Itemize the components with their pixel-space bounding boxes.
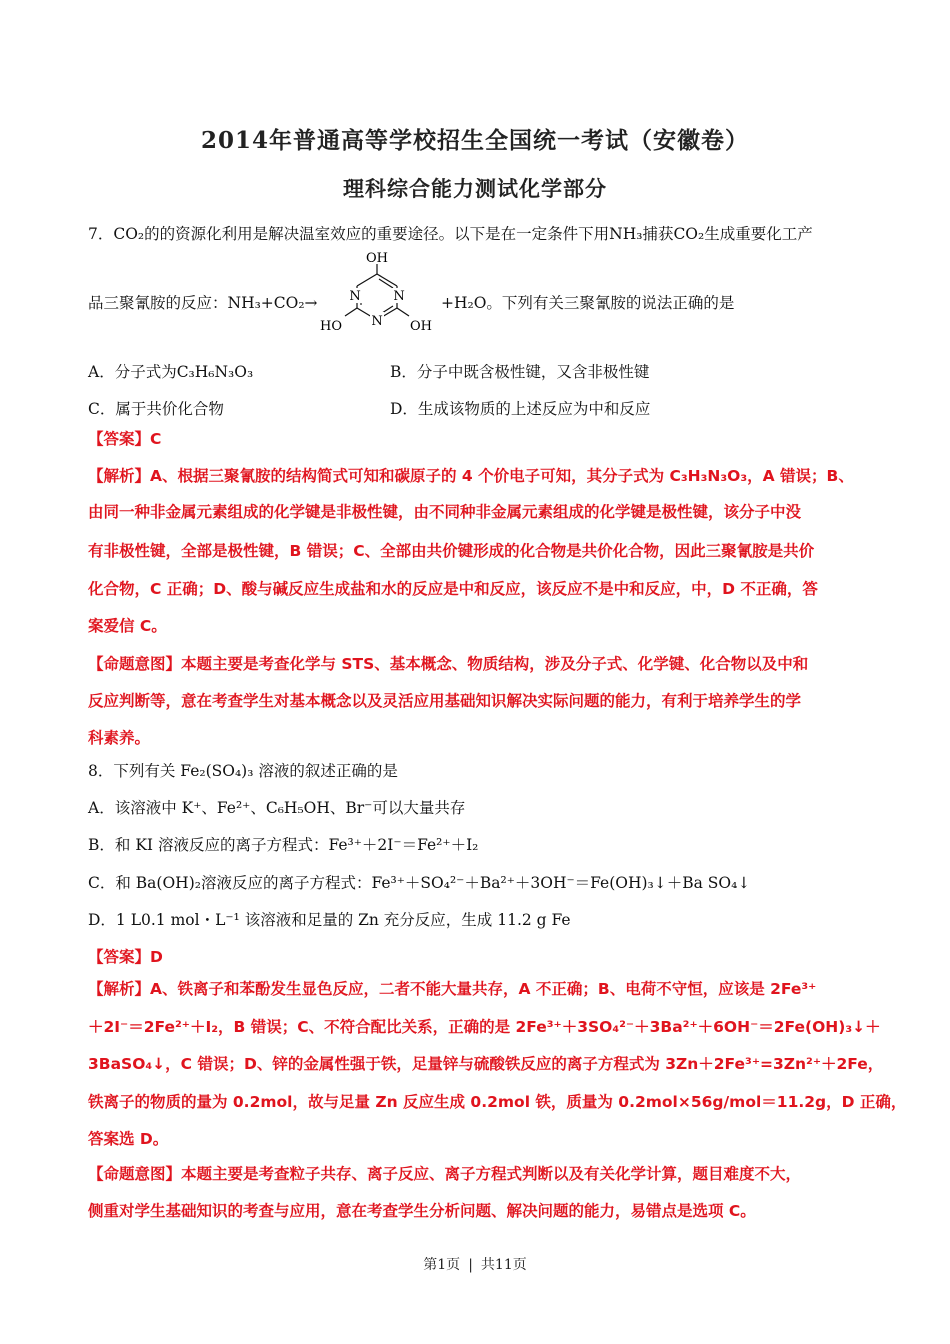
page-footer: [0, 1254, 950, 1274]
ring-n-bottom: N: [371, 314, 383, 329]
q8-intent-line: 侧重对学生基础知识的考查与应用，意在考查学生分析问题、解决问题的能力，易错点是选项 C。: [88, 1202, 756, 1220]
page-subtitle: 理科综合能力测试化学部分: [343, 176, 607, 201]
q7-option-c: C．属于共价化合物: [88, 400, 224, 418]
q8-intent-line: 【命题意图】本题主要是考查粒子共存、离子反应、离子方程式判断以及有关化学计算，题目难度不大，: [88, 1165, 802, 1183]
q7-analysis-line: 案爱信 C。: [88, 617, 167, 635]
q7-option-a: A．分子式为C₃H₆N₃O₃: [88, 363, 254, 381]
q7-analysis-line: 由同一种非金属元素组成的化学键是非极性键，由不同种非金属元素组成的化学键是极性键，该分子中没: [88, 503, 802, 521]
footer-divider: |: [468, 1257, 473, 1273]
q7-intent-line: 反应判断等，意在考查学生对基本概念以及灵活应用基础知识解决实际问题的能力，有利于培养学生的学: [88, 692, 802, 710]
q7-analysis-line: 化合物，C 正确；D、酸与碱反应生成盐和水的反应是中和反应，该反应不是中和反应，中，D 不正确，答: [88, 580, 818, 598]
q8-option-d: D．1 L0.1 mol・L⁻¹ 该溶液和足量的 Zn 充分反应，生成 11.2 g Fe: [88, 911, 571, 929]
q7-intent-line: 【命题意图】本题主要是考查化学与 STS、基本概念、物质结构，涉及分子式、化学键、化合物以及中和: [88, 655, 809, 673]
q7-analysis-line: 【解析】A、根据三聚氰胺的结构简式可知和碳原子的 4 个价电子可知，其分子式为 C₃H₃N₃O₃，A 错误；B、: [88, 467, 854, 485]
oh-right-label: OH: [410, 319, 432, 334]
q7-stem-line2-post: +H₂O。下列有关三聚氰胺的说法正确的是: [441, 294, 735, 312]
q7-stem-line2-pre: 品三聚氰胺的反应：NH₃+CO₂→: [88, 294, 318, 312]
q7-stem-line1: 7．CO₂的的资源化利用是解决温室效应的重要途径。以下是在一定条件下用NH₃捕获CO₂生成重要化工产: [88, 225, 813, 243]
q8-option-b: B．和 KI 溶液反应的离子方程式：Fe³⁺＋2I⁻＝Fe²⁺＋I₂: [88, 836, 479, 854]
q8-answer: 【答案】D: [88, 948, 163, 966]
page-title: 2014年普通高等学校招生全国统一考试（安徽卷）: [200, 127, 749, 154]
oh-left-label: HO: [320, 319, 342, 334]
q7-analysis-line: 有非极性键，全部是极性键，B 错误；C、全部由共价键形成的化合物是共价化合物，因此三聚氰胺是共价: [88, 542, 815, 560]
q7-option-b: B．分子中既含极性键，又含非极性键: [390, 363, 650, 381]
q7-option-d: D．生成该物质的上述反应为中和反应: [390, 400, 651, 418]
ring-n-right: N: [393, 289, 405, 304]
q8-analysis-line: 3BaSO₄↓，C 错误；D、锌的金属性强于铁，足量锌与硫酸铁反应的离子方程式为 3Zn＋2Fe³⁺=3Zn²⁺＋2Fe，: [88, 1055, 884, 1073]
q8-analysis-line: 答案选 D。: [88, 1130, 169, 1148]
q7-answer: 【答案】C: [88, 430, 162, 448]
q7-intent-line: 科素养。: [88, 729, 151, 747]
page-number: 第1页: [423, 1257, 461, 1273]
ring-n-left: N: [349, 289, 361, 304]
q8-stem: 8．下列有关 Fe₂(SO₄)₃ 溶液的叙述正确的是: [88, 762, 398, 780]
q8-option-c: C．和 Ba(OH)₂溶液反应的离子方程式：Fe³⁺＋SO₄²⁻＋Ba²⁺＋3OH⁻＝Fe(OH)₃↓＋Ba SO₄↓: [88, 874, 751, 892]
oh-top-label: OH: [366, 251, 388, 266]
melamine-structure-icon: [315, 250, 435, 342]
page-total: 共11页: [480, 1257, 527, 1273]
q8-analysis-line: 铁离子的物质的量为 0.2mol，故与足量 Zn 反应生成 0.2mol 铁，质量为 0.2mol×56g/mol＝11.2g，D 正确，: [88, 1093, 907, 1111]
q8-analysis-line: ＋2I⁻＝2Fe²⁺＋I₂，B 错误；C、不符合配比关系，正确的是 2Fe³⁺＋3SO₄²⁻＋3Ba²⁺＋6OH⁻＝2Fe(OH)₃↓＋: [88, 1018, 881, 1036]
q8-analysis-line: 【解析】A、铁离子和苯酚发生显色反应，二者不能大量共存，A 不正确；B、电荷不守恒，应该是 2Fe³⁺: [88, 980, 817, 998]
q8-option-a: A．该溶液中 K⁺、Fe²⁺、C₆H₅OH、Br⁻可以大量共存: [88, 799, 466, 817]
